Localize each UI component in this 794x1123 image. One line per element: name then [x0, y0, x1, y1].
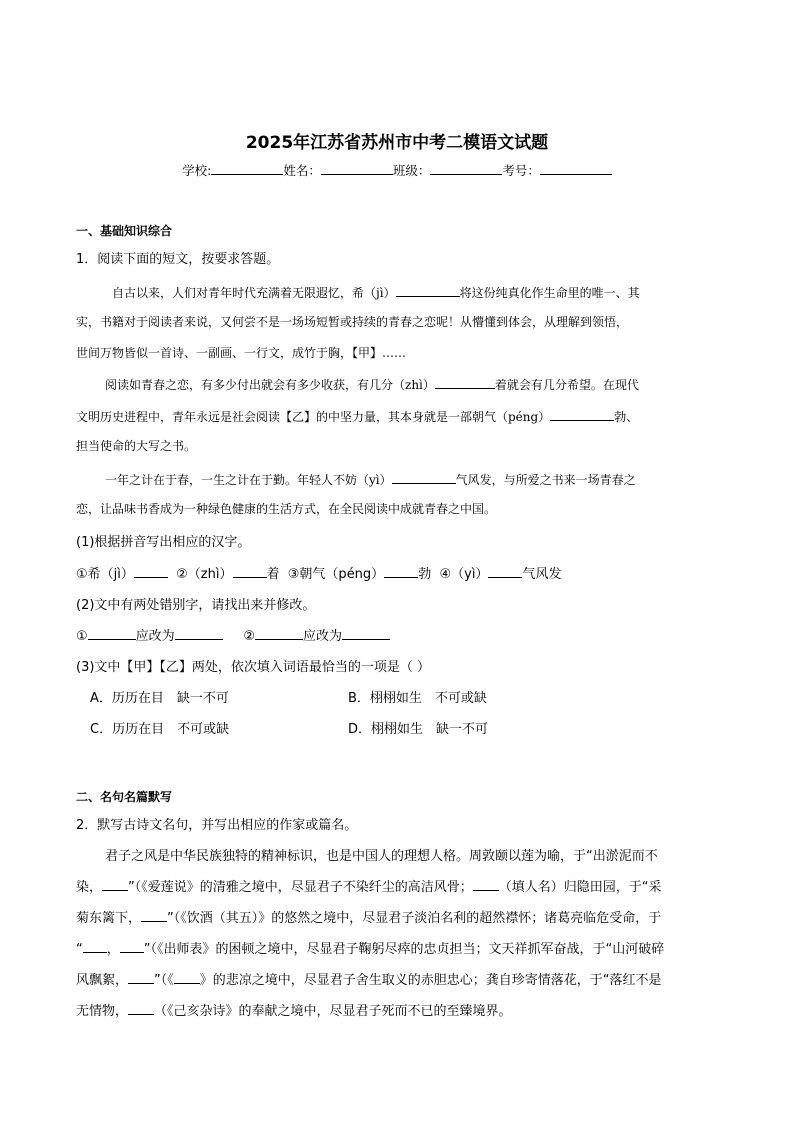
recite-line2	[76, 876, 662, 895]
item-label: 气风发	[522, 567, 562, 582]
passage-p3-line1	[105, 469, 636, 488]
subquestion-1-items	[76, 563, 561, 582]
passage-p3-line2: 恋，让品味书香成为一种绿色健康的生活方式，在全民阅读中成就青春之中国。	[76, 502, 497, 516]
passage-text: 》的悲凉之境中，尽显君子舍生取义的赤胆忠心；龚自珍寄情落花，于“落红不是	[199, 973, 662, 988]
subquestion-3: (3)文中【甲】【乙】两处，依次填入词语最恰当的一项是（ ）	[76, 660, 431, 675]
answer-blank[interactable]	[102, 876, 128, 891]
item-label: 应改为	[303, 629, 343, 644]
answer-blank[interactable]	[435, 374, 495, 389]
question-2-prompt: 2．默写古诗文名句，并写出相应的作家或篇名。	[76, 818, 358, 833]
exam-info-line	[0, 160, 794, 179]
passage-text: 将这份纯真化作生命里的唯一、其	[459, 286, 640, 300]
name-label: 姓名：	[283, 163, 321, 178]
answer-blank[interactable]	[128, 969, 154, 984]
item-label: 应改为	[135, 629, 175, 644]
section-2-heading: 二、名句名篇默写	[76, 790, 173, 804]
passage-text: ，	[106, 942, 120, 957]
answer-blank[interactable]	[88, 625, 136, 640]
section-1-heading: 一、基础知识综合	[76, 224, 173, 238]
passage-text: 一年之计在于春，一生之计在于勤。年轻人不妨（yì）	[105, 473, 392, 487]
answer-blank[interactable]	[488, 563, 522, 578]
question-1-prompt: 1．阅读下面的短文，按要求答题。	[76, 252, 280, 267]
answer-blank[interactable]	[175, 625, 223, 640]
passage-text: （《己亥杂诗》的奉献之境中，尽显君子死而不已的至臻境界。	[154, 1004, 512, 1019]
passage-text: 文明历史进程中，青年永远是社会阅读【乙】的中坚力量，其本身就是一部朝气（péng）	[76, 410, 551, 424]
passage-text: 阅读如青春之恋，有多少付出就会有多少收获，有几分（zhì）	[105, 378, 435, 392]
recite-line3	[76, 907, 661, 926]
passage-text: ”（《饮酒（其五）》的悠然之境中，尽显君子淡泊名利的超然襟怀；诸葛亮临危受命，于	[167, 911, 662, 926]
answer-blank[interactable]	[83, 938, 107, 953]
item-label: ①希（jì）	[76, 567, 134, 582]
option-a[interactable]: A．历历在目 缺一不可	[90, 691, 229, 706]
passage-text: 气风发，与所爱之书来一场青春之	[455, 473, 636, 487]
class-label: 班级：	[392, 163, 431, 178]
passage-text: 勃、	[614, 410, 639, 424]
answer-blank[interactable]	[120, 938, 144, 953]
answer-blank[interactable]	[174, 969, 200, 984]
option-b[interactable]: B．栩栩如生 不可或缺	[348, 691, 487, 706]
passage-text: 菊东篱下，	[76, 911, 142, 926]
recite-line4	[76, 938, 664, 957]
name-blank[interactable]	[321, 160, 393, 175]
option-c[interactable]: C．历历在目 不可或缺	[90, 722, 230, 737]
passage-p1-line2: 实，书籍对于阅读者来说，又何尝不是一场场短暂或持续的青春之恋呢！从懵懂到体会，从理解到领悟，	[76, 315, 629, 329]
passage-p2-line1	[105, 374, 639, 393]
passage-p2-line2	[76, 406, 638, 425]
item-label: 着	[266, 567, 280, 582]
option-d[interactable]: D．栩栩如生 缺一不可	[348, 722, 489, 737]
passage-text: 无情物，	[76, 1004, 129, 1019]
answer-blank[interactable]	[233, 563, 267, 578]
subquestion-1: (1)根据拼音写出相应的汉字。	[76, 535, 251, 550]
item-label: ④（yì）	[439, 567, 489, 582]
subquestion-2-items	[76, 625, 390, 644]
passage-text: ”（《出师表》的困顿之境中，尽显君子鞠躬尽瘁的忠贞担当；文天祥抓军奋战，于“山河破碎	[143, 942, 665, 957]
answer-blank[interactable]	[473, 876, 499, 891]
exam-no-blank[interactable]	[540, 160, 612, 175]
passage-text: ”（《	[154, 973, 174, 988]
passage-text: 风飘絮，	[76, 973, 129, 988]
item-label: ①	[76, 629, 88, 644]
answer-blank[interactable]	[134, 563, 168, 578]
subquestion-2: (2)文中有两处错别字，请找出来并修改。	[76, 598, 316, 613]
page-title: 2025年江苏省苏州市中考二模语文试题	[245, 133, 549, 153]
answer-blank[interactable]	[141, 907, 167, 922]
answer-blank[interactable]	[392, 469, 456, 484]
recite-line6	[76, 1000, 512, 1019]
item-label: ②（zhì）	[176, 567, 233, 582]
school-blank[interactable]	[211, 160, 283, 175]
answer-blank[interactable]	[396, 282, 460, 297]
passage-p2-line3: 担当使命的大写之书。	[76, 439, 197, 453]
school-label: 学校:	[182, 163, 212, 178]
item-label: ③朝气（péng）	[287, 567, 385, 582]
item-label: 勃	[418, 567, 432, 582]
passage-text: 自古以来，人们对青年时代充满着无限遐忆，希（jì）	[112, 286, 396, 300]
answer-blank[interactable]	[255, 625, 303, 640]
answer-blank[interactable]	[128, 1000, 154, 1015]
item-label: ②	[243, 629, 255, 644]
recite-line5	[76, 969, 662, 988]
passage-text: 染，	[76, 880, 103, 895]
passage-p1-line3: 世间万物皆似一首诗、一副画、一行文，成竹于胸，【甲】……	[76, 346, 407, 360]
passage-text: “	[76, 942, 83, 957]
class-blank[interactable]	[430, 160, 502, 175]
passage-p1-line1	[112, 282, 640, 301]
passage-text: 着就会有几分希望。在现代	[494, 378, 639, 392]
exam-no-label: 考号：	[502, 163, 540, 178]
answer-blank[interactable]	[384, 563, 418, 578]
answer-blank[interactable]	[342, 625, 390, 640]
passage-text: （填人名）归隐田园，于“采	[498, 880, 662, 895]
recite-line1: 君子之风是中华民族独特的精神标识，也是中国人的理想人格。周敦颐以莲为喻，于“出淤泥而不	[105, 849, 658, 864]
passage-text: ”（《爱莲说》的清雅之境中，尽显君子不染纤尘的高洁风骨；	[128, 880, 473, 895]
answer-blank[interactable]	[550, 406, 614, 421]
